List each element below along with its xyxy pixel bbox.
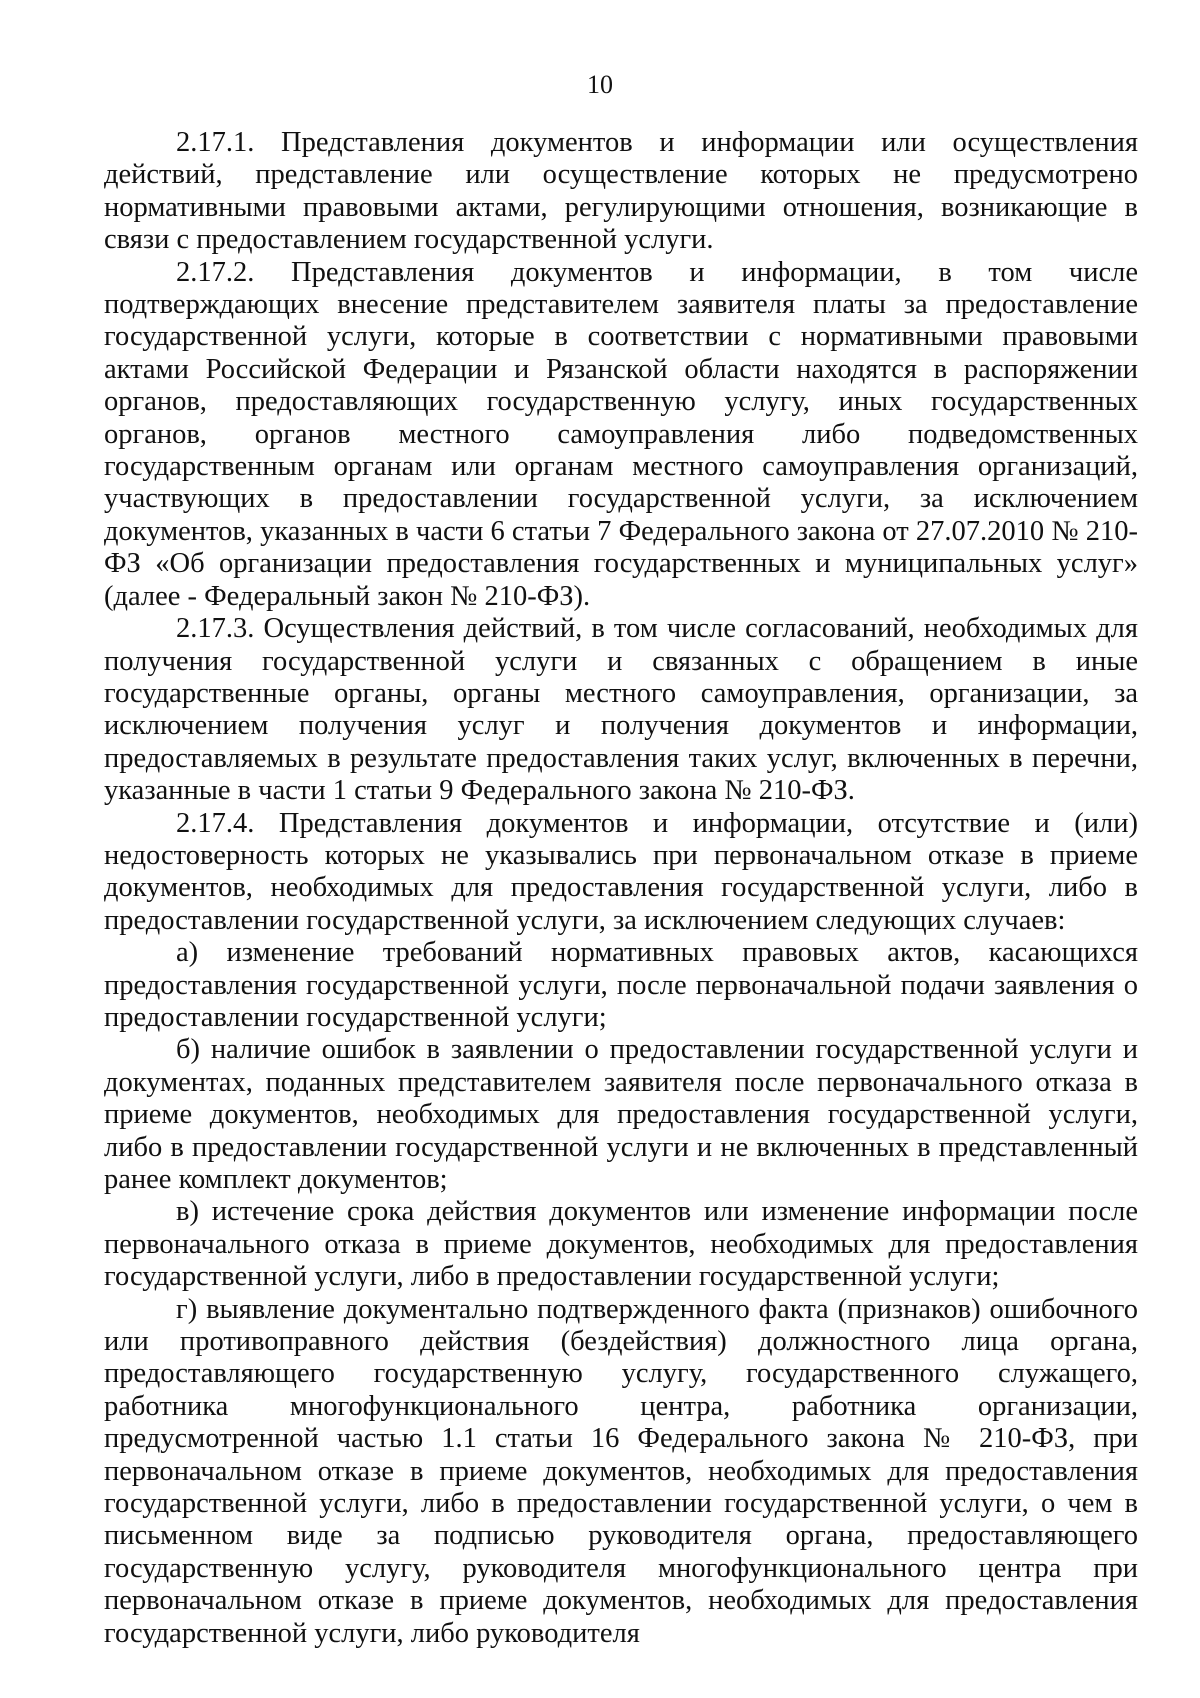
paragraph-2-17-1: 2.17.1. Представления документов и информации или осуществления действий, представление или осуществление которых не предусмотрено нормативными правовыми актами, регулирующими отношения, возникающие в связи с предоставлением государственной услуги. [104, 127, 1138, 256]
list-item-g: г) выявление документально подтвержденного факта (признаков) ошибочного или противоправного действия (бездействия) должностного лица органа, предоставляющего государственную услугу, государственного служащего, работника многофункционального центра, работника организации, предусмотренной частью 1.1 статьи 16 Федерального закона № 210-ФЗ, при первоначальном отказе в приеме документов, необходимых для предоставления государственной услуги, либо в предоставлении государственной услуги, о чем в письменном виде за подписью руководителя органа, предоставляющего государственную услугу, руководителя многофункционального центра при первоначальном отказе в приеме документов, необходимых для предоставления государственной услуги, либо руководителя [104, 1293, 1138, 1649]
list-item-a: а) изменение требований нормативных правовых актов, касающихся предоставления государственной услуги, после первоначальной подачи заявления о предоставлении государственной услуги; [104, 937, 1138, 1033]
page-number: 10 [587, 70, 613, 99]
list-item-b: б) наличие ошибок в заявлении о предоставлении государственной услуги и документах, поданных представителем заявителя после первоначального отказа в приеме документов, необходимых для предоставления государственной услуги, либо в предоставлении государственной услуги и не включенных в представленный ранее комплект документов; [104, 1034, 1138, 1195]
document-body [104, 127, 1138, 1650]
list-item-v: в) истечение срока действия документов или изменение информации после первоначального отказа в приеме документов, необходимых для предоставления государственной услуги, либо в предоставлении государственной услуги; [104, 1196, 1138, 1293]
paragraph-2-17-3: 2.17.3. Осуществления действий, в том числе согласований, необходимых для получения государственной услуги и связанных с обращением в иные государственные органы, органы местного самоуправления, организации, за исключением получения услуг и получения документов и информации, предоставляемых в результате предоставления таких услуг, включенных в перечни, указанные в части 1 статьи 9 Федерального закона № 210-ФЗ. [104, 613, 1138, 807]
paragraph-2-17-4: 2.17.4. Представления документов и информации, отсутствие и (или) недостоверность которых не указывались при первоначальном отказе в приеме документов, необходимых для предоставления государственной услуги, либо в предоставлении государственной услуги, за исключением следующих случаев: [104, 807, 1138, 936]
paragraph-2-17-2: 2.17.2. Представления документов и информации, в том числе подтверждающих внесение представителем заявителя платы за предоставление государственной услуги, которые в соответствии с нормативными правовыми актами Российской Федерации и Рязанской области находятся в распоряжении органов, предоставляющих государственную услугу, иных государственных органов, органов местного самоуправления либо подведомственных государственным органам или органам местного самоуправления организаций, участвующих в предоставлении государственной услуги, за исключением документов, указанных в части 6 статьи 7 Федерального закона от 27.07.2010 № 210-ФЗ «Об организации предоставления государственных и муниципальных услуг» (далее - Федеральный закон № 210-ФЗ). [104, 256, 1138, 612]
